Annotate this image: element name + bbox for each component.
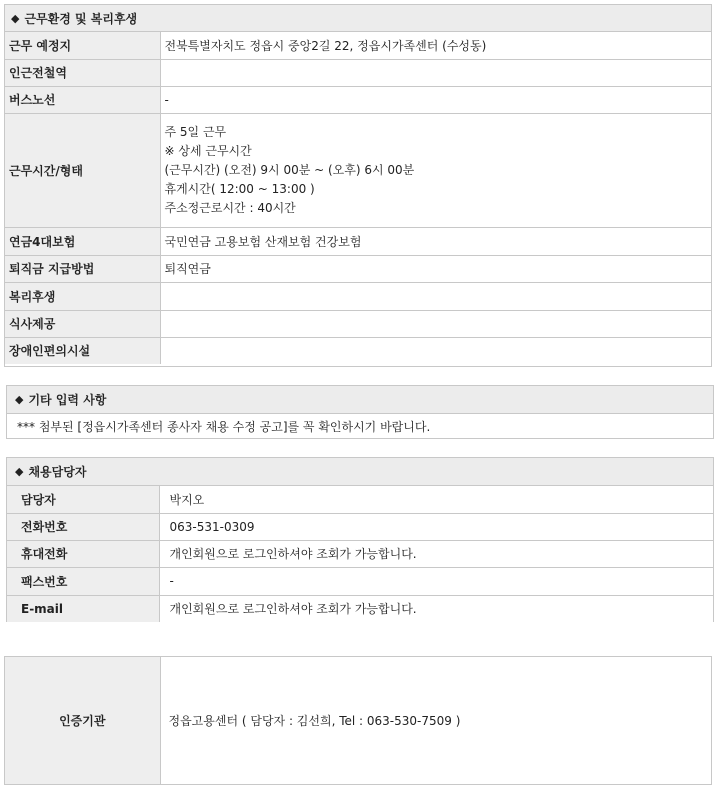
email-value: 개인회원으로 로그인하셔야 조회가 가능합니다. xyxy=(159,595,713,622)
certification-section xyxy=(4,656,712,785)
other-info-header xyxy=(7,386,713,414)
diamond-icon: ◆ xyxy=(15,465,24,478)
table-row xyxy=(5,657,711,784)
table-row xyxy=(7,513,713,540)
phone-label: 전화번호 xyxy=(7,513,159,540)
bus-route-value: - xyxy=(160,86,711,113)
table-row xyxy=(5,282,711,310)
fax-value: - xyxy=(159,567,713,595)
work-hours-label: 근무시간/형태 xyxy=(5,113,160,227)
contact-header xyxy=(7,458,713,486)
table-row xyxy=(7,595,713,622)
mobile-label: 휴대전화 xyxy=(7,540,159,567)
work-hours-line: 주 5일 근무 xyxy=(164,124,227,139)
fax-label: 팩스번호 xyxy=(7,567,159,595)
work-hours-line: ※ 상세 근무시간 xyxy=(164,143,252,158)
severance-value: 퇴직연금 xyxy=(160,255,711,282)
accessibility-label: 장애인편의시설 xyxy=(5,337,160,364)
section-title: 근무환경 및 복리후생 xyxy=(24,11,138,26)
insurance-value: 국민연금 고용보험 산재보험 건강보험 xyxy=(160,227,711,255)
contact-person-label: 담당자 xyxy=(7,486,159,513)
contact-table xyxy=(7,486,713,622)
email-label: E-mail xyxy=(7,595,159,622)
mobile-value: 개인회원으로 로그인하셔야 조회가 가능합니다. xyxy=(159,540,713,567)
table-row xyxy=(5,113,711,227)
meal-value xyxy=(160,310,711,337)
work-hours-line: 주소정근로시간 : 40시간 xyxy=(164,200,296,215)
table-row xyxy=(5,86,711,113)
work-hours-value xyxy=(160,113,711,227)
table-row xyxy=(5,310,711,337)
table-row xyxy=(7,567,713,595)
meal-label: 식사제공 xyxy=(5,310,160,337)
diamond-icon: ◆ xyxy=(15,393,24,406)
table-row xyxy=(5,255,711,282)
diamond-icon: ◆ xyxy=(11,11,20,25)
certification-label: 인증기관 xyxy=(5,657,160,784)
table-row xyxy=(5,337,711,364)
work-location-label: 근무 예정지 xyxy=(5,32,160,59)
work-location-value: 전북특별자치도 정읍시 중앙2길 22, 정읍시가족센터 (수성동) xyxy=(160,32,711,59)
work-environment-table xyxy=(5,32,711,364)
nearby-station-label: 인근전철역 xyxy=(5,59,160,86)
work-hours-line: 휴게시간( 12:00 ~ 13:00 ) xyxy=(164,181,315,196)
contact-person-value: 박지오 xyxy=(159,486,713,513)
contact-section xyxy=(6,457,714,622)
work-hours-line: (근무시간) (오전) 9시 00분 ~ (오후) 6시 00분 xyxy=(164,162,415,177)
section-title: 기타 입력 사항 xyxy=(28,393,107,407)
table-row xyxy=(7,486,713,513)
work-environment-section xyxy=(4,4,712,367)
other-info-note: *** 첨부된 [정읍시가족센터 종사자 채용 수정 공고]를 꼭 확인하시기 바랍니다. xyxy=(17,419,431,434)
table-row xyxy=(5,32,711,59)
certification-value: 정읍고용센터 ( 담당자 : 김선희, Tel : 063-530-7509 ) xyxy=(160,657,711,784)
table-row xyxy=(5,59,711,86)
welfare-value xyxy=(160,282,711,310)
phone-value: 063-531-0309 xyxy=(159,513,713,540)
table-row xyxy=(5,227,711,255)
table-row xyxy=(7,540,713,567)
certification-table xyxy=(5,657,711,784)
nearby-station-value xyxy=(160,59,711,86)
welfare-label: 복리후생 xyxy=(5,282,160,310)
severance-label: 퇴직금 지급방법 xyxy=(5,255,160,282)
bus-route-label: 버스노선 xyxy=(5,86,160,113)
insurance-label: 연금4대보험 xyxy=(5,227,160,255)
accessibility-value xyxy=(160,337,711,364)
section-title: 채용담당자 xyxy=(28,465,87,479)
work-environment-header xyxy=(5,5,711,32)
other-info-section xyxy=(6,385,714,439)
